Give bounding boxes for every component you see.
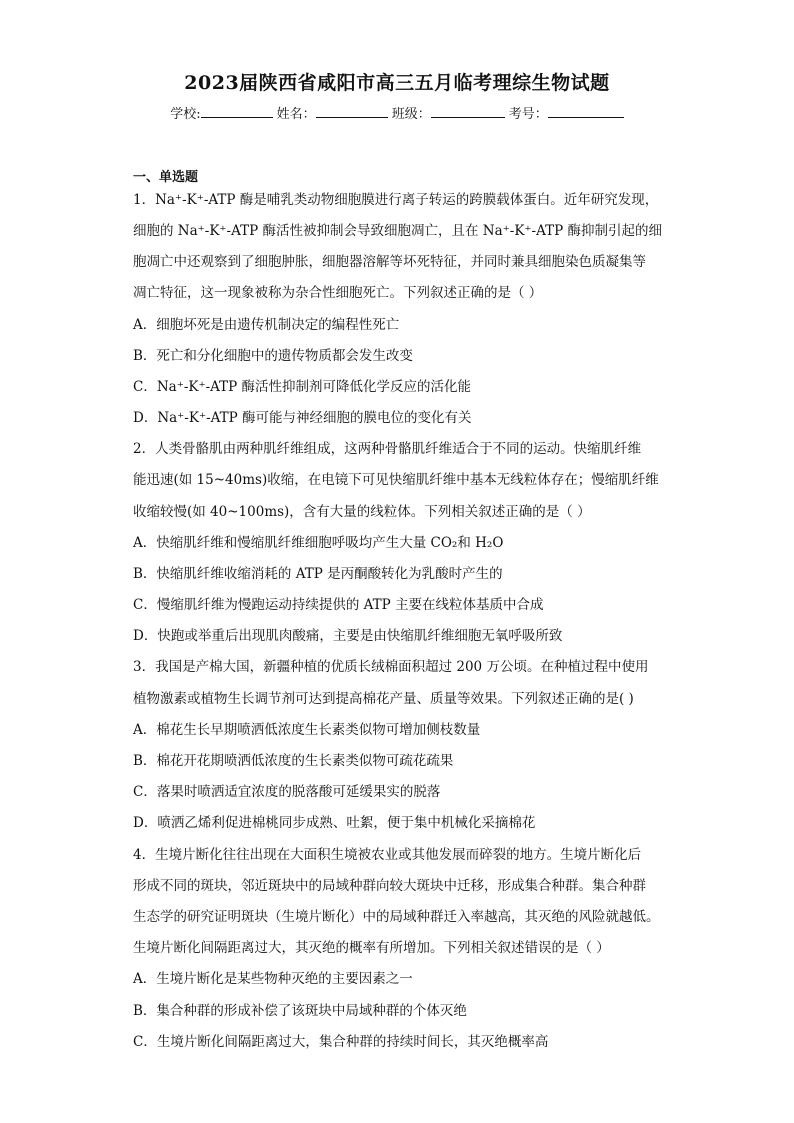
- text-line: 凋亡特征，这一现象被称为杂合性细胞死亡。下列叙述正确的是（ ）: [133, 285, 543, 301]
- option-line: A．细胞坏死是由遗传机制决定的编程性死亡: [133, 317, 400, 333]
- student-info-row: [0, 103, 794, 122]
- text-line: 3．我国是产棉大国，新疆种植的优质长绒棉面积超过 200 万公顷。在种植过程中使用: [133, 659, 649, 675]
- option-line: B．集合种群的形成补偿了该斑块中局域种群的个体灭绝: [133, 1003, 467, 1019]
- option-line: C．落果时喷洒适宜浓度的脱落酸可延缓果实的脱落: [133, 784, 441, 800]
- option-line: D．Na⁺-K⁺-ATP 酶可能与神经细胞的膜电位的变化有关: [133, 410, 472, 426]
- text-line: 形成不同的斑块，邻近斑块中的局域种群向较大斑块中迁移，形成集合种群。集合种群: [133, 878, 646, 894]
- class-label: 班级：: [391, 107, 431, 122]
- option-line: B．死亡和分化细胞中的遗传物质都会发生改变: [133, 348, 413, 364]
- option-line: A．快缩肌纤维和慢缩肌纤维细胞呼吸均产生大量 CO₂和 H₂O: [133, 535, 504, 551]
- option-line: D．喷洒乙烯利促进棉桃同步成熟、吐絮，便于集中机械化采摘棉花: [133, 815, 536, 831]
- text-line: 收缩较慢(如 40~100ms)，含有大量的线粒体。下列相关叙述正确的是（ ）: [133, 504, 591, 520]
- school-blank: [201, 103, 273, 118]
- option-line: C．慢缩肌纤维为慢跑运动持续提供的 ATP 主要在线粒体基质中合成: [133, 597, 544, 613]
- text-line: 2．人类骨骼肌由两种肌纤维组成，这两种骨骼肌纤维适合于不同的运动。快缩肌纤维: [133, 441, 642, 457]
- class-blank: [431, 103, 505, 118]
- option-line: D．快跑或举重后出现肌肉酸痛，主要是由快缩肌纤维细胞无氧呼吸所致: [133, 628, 563, 644]
- text-line: 生境片断化间隔距离过大，其灭绝的概率有所增加。下列相关叙述错误的是（ ）: [133, 940, 610, 956]
- text-line: 植物激素或植物生长调节剂可达到提高棉花产量、质量等效果。下列叙述正确的是( ): [133, 691, 634, 707]
- text-line: 4．生境片断化往往出现在大面积生境被农业或其他发展而碎裂的地方。生境片断化后: [133, 847, 642, 863]
- school-label: 学校:: [170, 107, 201, 122]
- option-line: B．棉花开花期喷洒低浓度的生长素类似物可疏花疏果: [133, 753, 454, 769]
- text-line: 生态学的研究证明斑块（生境片断化）中的局域种群迁入率越高，其灭绝的风险就越低。: [133, 909, 660, 925]
- id-label: 考号：: [508, 107, 548, 122]
- text-line: 胞凋亡中还观察到了细胞肿胀，细胞器溶解等坏死特征，并同时兼具细胞染色质凝集等: [133, 254, 646, 270]
- text-line: 1．Na⁺-K⁺-ATP 酶是哺乳类动物细胞膜进行离子转运的跨膜载体蛋白。近年研究发现，: [133, 192, 659, 208]
- option-line: C．Na⁺-K⁺-ATP 酶活性抑制剂可降低化学反应的活化能: [133, 379, 472, 395]
- text-line: 能迅速(如 15~40ms)收缩，在电镜下可见快缩肌纤维中基本无线粒体存在；慢缩肌纤维: [133, 472, 659, 488]
- option-line: C．生境片断化间隔距离过大，集合种群的持续时间长，其灭绝概率高: [133, 1034, 549, 1050]
- option-line: A．棉花生长早期喷洒低浓度生长素类似物可增加侧枝数量: [133, 722, 481, 738]
- section-title: 一、单选题: [133, 170, 199, 185]
- option-line: B．快缩肌纤维收缩消耗的 ATP 是丙酮酸转化为乳酸时产生的: [133, 566, 503, 582]
- option-line: A．生境片断化是某些物种灭绝的主要因素之一: [133, 971, 413, 987]
- name-blank: [316, 103, 388, 118]
- id-blank: [548, 103, 624, 118]
- text-line: 细胞的 Na⁺-K⁺-ATP 酶活性被抑制会导致细胞凋亡，且在 Na⁺-K⁺-ATP 酶抑制引起的细: [133, 223, 663, 239]
- exam-title: 2023届陕西省咸阳市高三五月临考理综生物试题: [184, 72, 610, 94]
- name-label: 姓名：: [276, 107, 316, 122]
